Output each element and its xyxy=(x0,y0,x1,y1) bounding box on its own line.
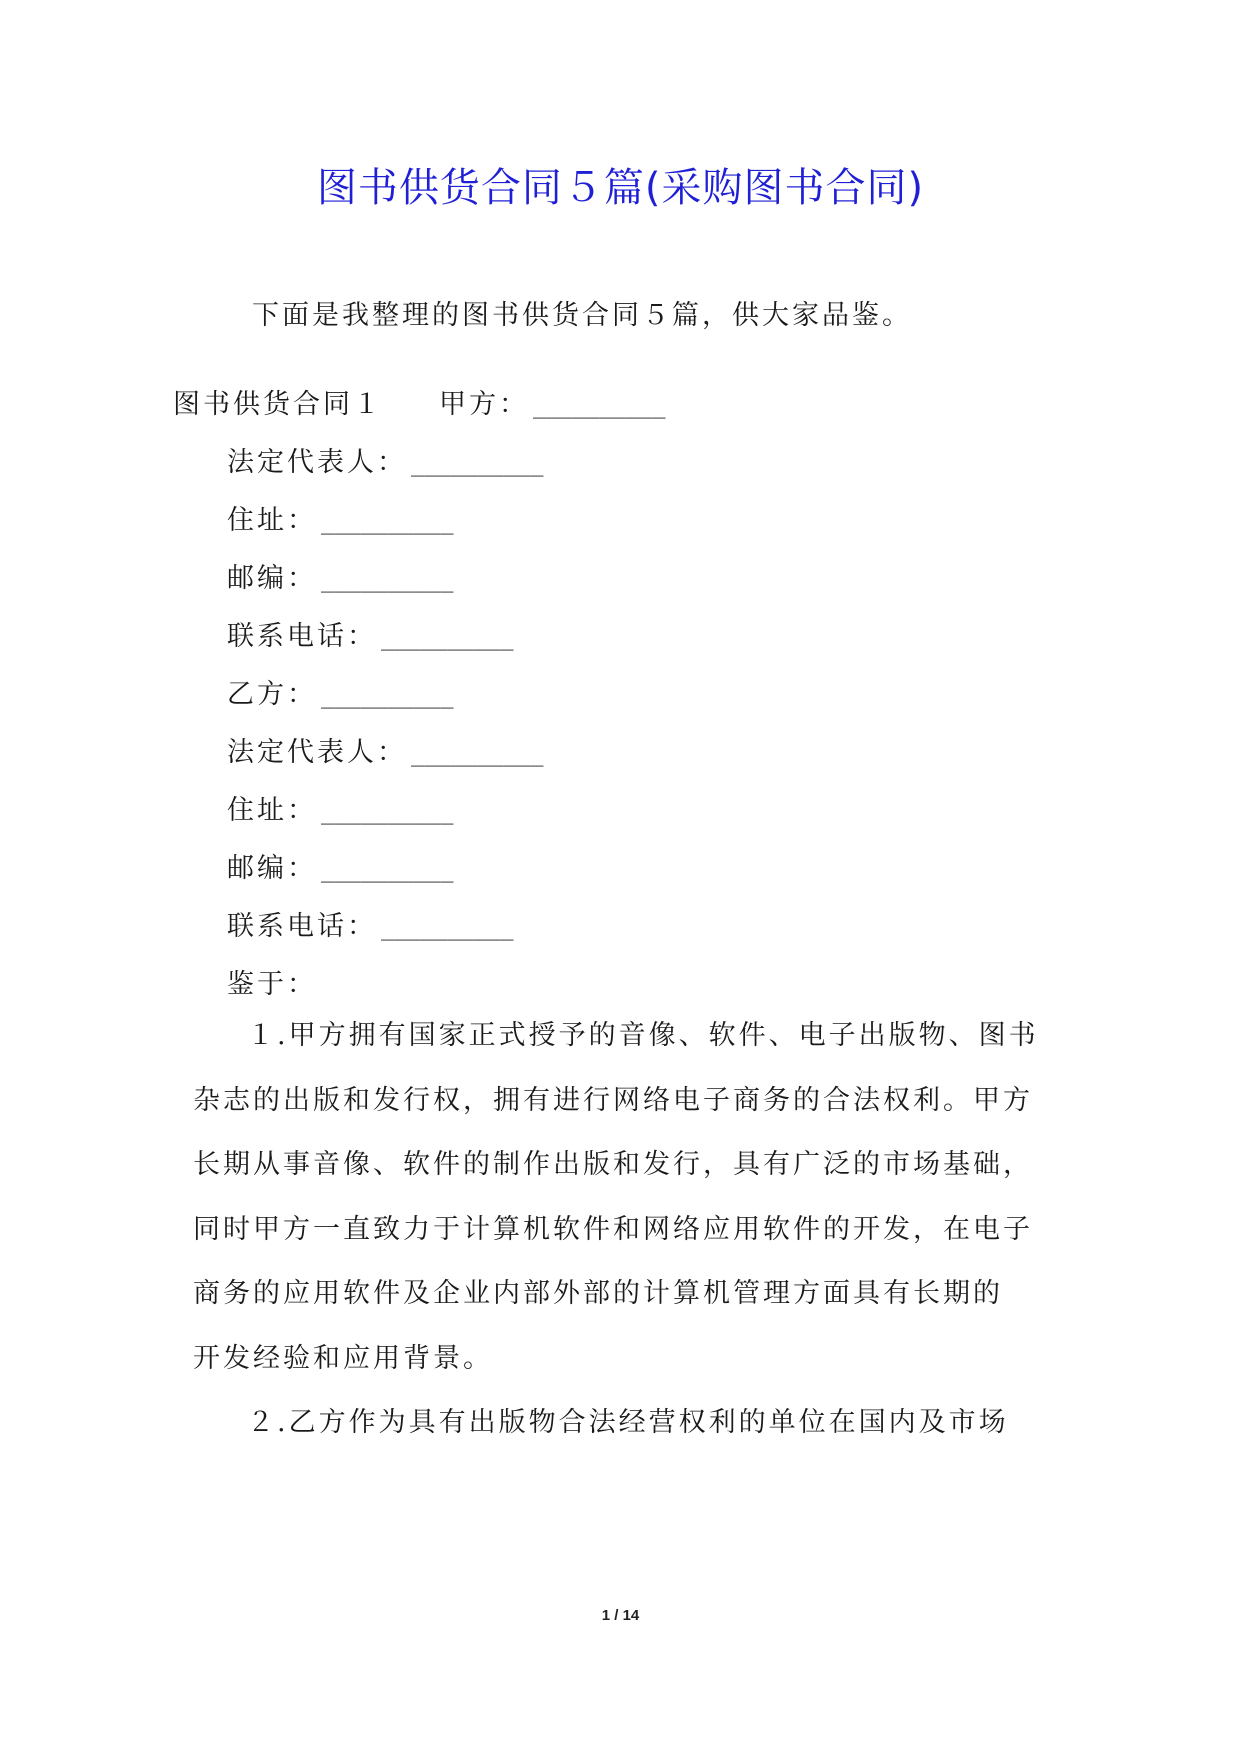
field-label: 法定代表人： xyxy=(227,447,407,478)
party-b-phone xyxy=(227,904,513,943)
contract-heading-line xyxy=(173,382,665,421)
clause-line: １.甲方拥有国家正式授予的音像、软件、电子出版物、图书 xyxy=(247,1020,1039,1051)
field-label: 住址： xyxy=(227,795,317,826)
field-label: 邮编： xyxy=(227,853,317,884)
field-blank: __________ xyxy=(381,916,514,941)
whereas-heading: 鉴于： xyxy=(227,969,317,1000)
field-blank: __________ xyxy=(321,858,454,883)
clause-line: 同时甲方一直致力于计算机软件和网络应用软件的开发，在电子 xyxy=(193,1213,1033,1245)
field-blank: __________ xyxy=(411,452,544,477)
field-label: 住址： xyxy=(227,505,317,536)
field-label: 联系电话： xyxy=(227,911,377,942)
clause-line: 商务的应用软件及企业内部外部的计算机管理方面具有长期的 xyxy=(193,1278,1003,1309)
field-blank: __________ xyxy=(381,626,514,651)
clause-2 xyxy=(193,1391,1053,1456)
clause-line: 开发经验和应用背景。 xyxy=(193,1342,493,1374)
party-b-address xyxy=(227,788,453,827)
clause-line: 长期从事音像、软件的制作出版和发行，具有广泛的市场基础， xyxy=(193,1149,1033,1180)
party-b-label: 乙方： xyxy=(227,679,317,710)
field-blank: __________ xyxy=(321,800,454,825)
clause-line: ２.乙方作为具有出版物合法经营权利的单位在国内及市场 xyxy=(247,1407,1009,1438)
party-a-phone xyxy=(227,614,513,653)
field-blank: __________ xyxy=(321,510,454,535)
clause-line: 杂志的出版和发行权，拥有进行网络电子商务的合法权利。甲方 xyxy=(193,1084,1033,1116)
field-label: 法定代表人： xyxy=(227,737,407,768)
field-label: 邮编： xyxy=(227,563,317,594)
party-a-blank: __________ xyxy=(533,394,666,419)
party-b-line xyxy=(227,672,453,711)
document-title: 图书供货合同５篇(采购图书合同) xyxy=(316,165,925,211)
party-a-label: 甲方： xyxy=(439,389,529,420)
field-label: 联系电话： xyxy=(227,621,377,652)
party-b-blank: __________ xyxy=(321,684,454,709)
party-b-postcode xyxy=(227,846,453,885)
field-blank: __________ xyxy=(321,568,454,593)
party-a-postcode xyxy=(227,556,453,595)
contract-heading: 图书供货合同１ xyxy=(173,389,383,420)
clause-1 xyxy=(193,1004,1053,1391)
party-a-address xyxy=(227,498,453,537)
party-a-representative xyxy=(227,440,543,479)
field-blank: __________ xyxy=(411,742,544,767)
intro-text: 下面是我整理的图书供货合同５篇，供大家品鉴。 xyxy=(252,300,912,331)
page-number: 1 / 14 xyxy=(601,1607,640,1624)
party-b-representative xyxy=(227,730,543,769)
